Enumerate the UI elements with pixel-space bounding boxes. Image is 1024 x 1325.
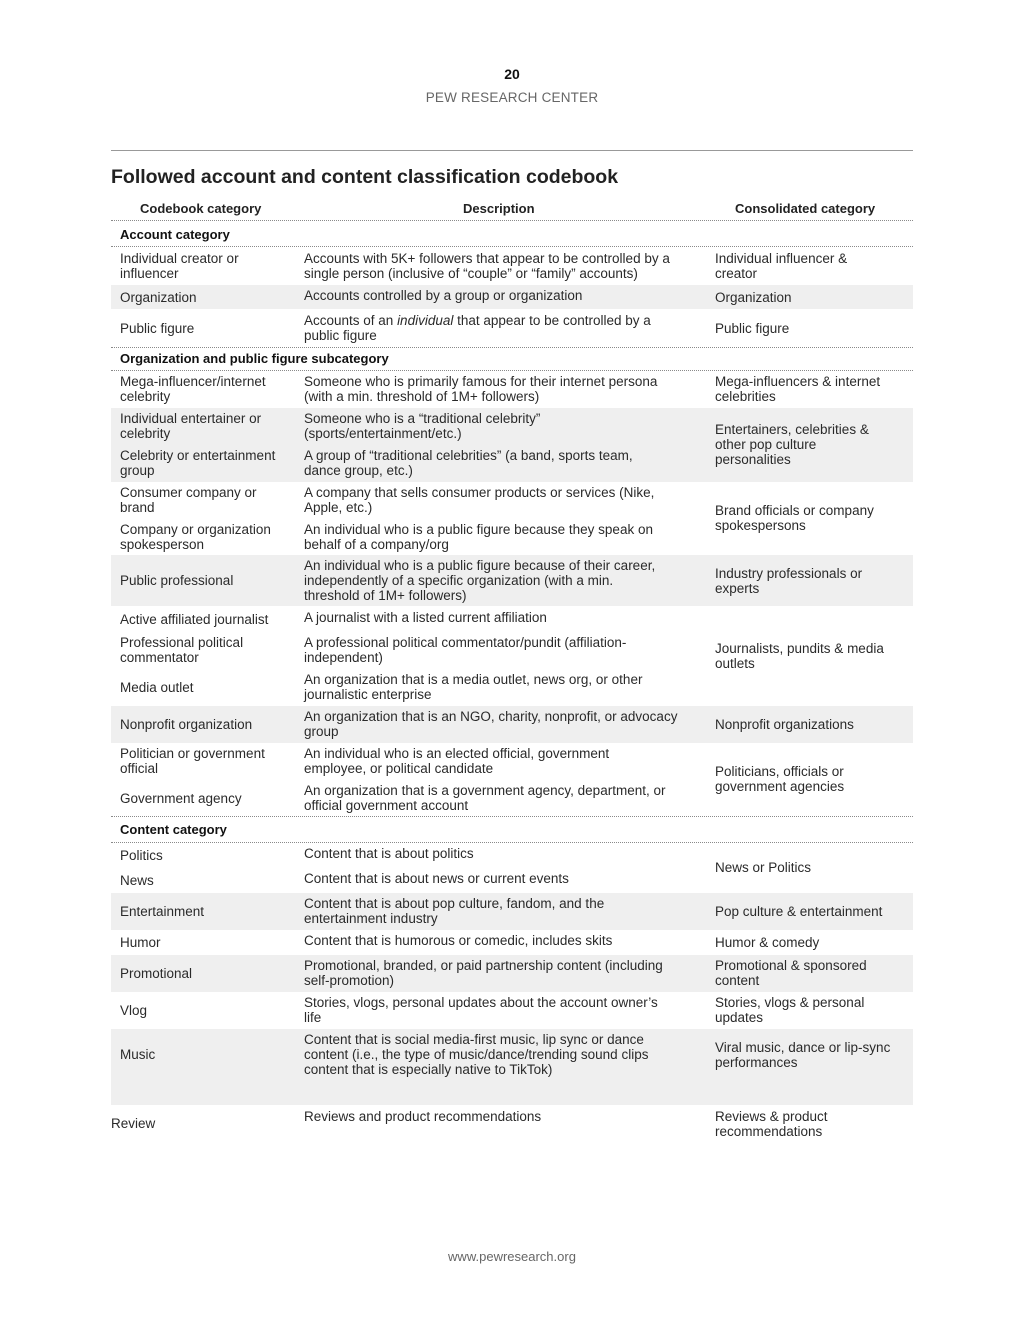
codebook-category-cell: Individual entertainer or celebrity [120,411,262,441]
codebook-category-cell: Nonprofit organization [120,717,253,732]
section-header-account: Account category [120,227,230,242]
codebook-category-cell: Public professional [120,573,234,588]
page-title: Followed account and content classification codebook [111,166,619,188]
description-cell: Content that is about news or current events [304,871,569,886]
description-cell: Stories, vlogs, personal updates about the account owner’s life [304,995,658,1025]
description-emphasis: individual [397,313,454,328]
description-text-end: that appear to be controlled by a public figure [304,313,651,343]
codebook-category-cell: Consumer company or brand [120,485,257,515]
codebook-category-cell: Music [120,1047,156,1062]
codebook-category-cell: Government agency [120,791,242,806]
codebook-category-cell: Active affiliated journalist [120,612,269,627]
consolidated-category-cell: Pop culture & entertainment [715,904,883,919]
codebook-category-cell: Public figure [120,321,195,336]
consolidated-category-cell: Stories, vlogs & personal updates [715,995,865,1025]
codebook-category-cell: Media outlet [120,680,194,695]
description-cell: A professional political commentator/pundit (affiliation- independent) [304,635,627,665]
consolidated-category-cell: Viral music, dance or lip-sync performances [715,1040,891,1070]
consolidated-category-cell: Brand officials or company spokespersons [715,503,874,533]
codebook-category-cell: News [120,873,154,888]
column-header-consolidated-category: Consolidated category [735,201,876,216]
description-cell: Promotional, branded, or paid partnership content (including self-promotion) [304,958,663,988]
description-text-start: Accounts of an [304,313,398,328]
section-divider [111,370,913,371]
description-cell: An individual who is an elected official, government employee, or political candidate [304,746,610,776]
description-cell: An organization that is a government agency, department, or official government account [304,783,666,813]
consolidated-category-cell: Humor & comedy [715,935,820,950]
description-cell: Reviews and product recommendations [304,1109,542,1124]
codebook-category-cell: Politics [120,848,163,863]
consolidated-category-cell: Mega-influencers & internet celebrities [715,374,881,404]
description-cell: Accounts controlled by a group or organization [304,288,583,303]
description-cell: Someone who is primarily famous for their internet persona (with a min. threshold of 1M+ followers) [304,374,658,404]
consolidated-category-cell: News or Politics [715,860,812,875]
consolidated-category-cell: Promotional & sponsored content [715,958,867,988]
section-divider [111,347,913,348]
description-cell: Someone who is a “traditional celebrity” (sports/entertainment/etc.) [304,411,541,441]
footer-url[interactable]: www.pewresearch.org [448,1249,576,1264]
codebook-category-cell: Entertainment [120,904,205,919]
description-cell: Accounts with 5K+ followers that appear to be controlled by a single person (inclusive of “couple” or “family” accounts) [304,251,670,281]
codebook-category-cell: Individual creator or influencer [120,251,239,281]
description-cell [304,313,704,343]
codebook-category-cell: Mega-influencer/internet celebrity [120,374,266,404]
section-divider [111,816,913,817]
description-cell: Content that is humorous or comedic, includes skits [304,933,613,948]
consolidated-category-cell: Journalists, pundits & media outlets [715,641,884,671]
organization-name: PEW RESEARCH CENTER [425,90,599,105]
section-header-content: Content category [120,822,227,837]
consolidated-category-cell: Entertainers, celebrities & other pop culture personalities [715,422,869,467]
codebook-category-cell: Professional political commentator [120,635,244,665]
page-number: 20 [504,66,520,82]
consolidated-category-cell: Reviews & product recommendations [715,1109,828,1139]
consolidated-category-cell: Organization [715,290,792,305]
header-divider [111,150,913,151]
header-divider-dotted [111,220,913,221]
description-cell: An individual who is a public figure because they speak on behalf of a company/org [304,522,653,552]
description-cell: Content that is social media-first music, lip sync or dance content (i.e., the type of music/dance/trending sound clips content that is especially native to TikTok) [304,1032,649,1077]
section-header-subcategory: Organization and public figure subcategory [120,351,389,366]
consolidated-category-cell: Individual influencer & creator [715,251,848,281]
section-divider [111,842,913,843]
codebook-category-cell: Review [111,1116,156,1131]
description-cell: Content that is about politics [304,846,474,861]
codebook-category-cell: Organization [120,290,197,305]
codebook-category-cell: Promotional [120,966,193,981]
codebook-category-cell: Humor [120,935,161,950]
description-cell: A company that sells consumer products or services (Nike, Apple, etc.) [304,485,655,515]
column-header-description: Description [463,201,535,216]
description-cell: A journalist with a listed current affiliation [304,610,547,625]
codebook-category-cell: Politician or government official [120,746,265,776]
consolidated-category-cell: Public figure [715,321,790,336]
description-cell: Content that is about pop culture, fandom, and the entertainment industry [304,896,605,926]
codebook-category-cell: Company or organization spokesperson [120,522,271,552]
description-cell: An organization that is an NGO, charity, nonprofit, or advocacy group [304,709,678,739]
consolidated-category-cell: Politicians, officials or government agencies [715,764,845,794]
consolidated-category-cell: Nonprofit organizations [715,717,854,732]
consolidated-category-cell: Industry professionals or experts [715,566,863,596]
codebook-category-cell: Vlog [120,1003,148,1018]
description-cell: An individual who is a public figure because of their career, independently of a specific organization (with a min. threshold of 1M+ followers) [304,558,656,603]
description-cell: An organization that is a media outlet, news org, or other journalistic enterprise [304,672,643,702]
column-header-codebook-category: Codebook category [140,201,262,216]
codebook-category-cell: Celebrity or entertainment group [120,448,276,478]
description-cell: A group of “traditional celebrities” (a band, sports team, dance group, etc.) [304,448,633,478]
